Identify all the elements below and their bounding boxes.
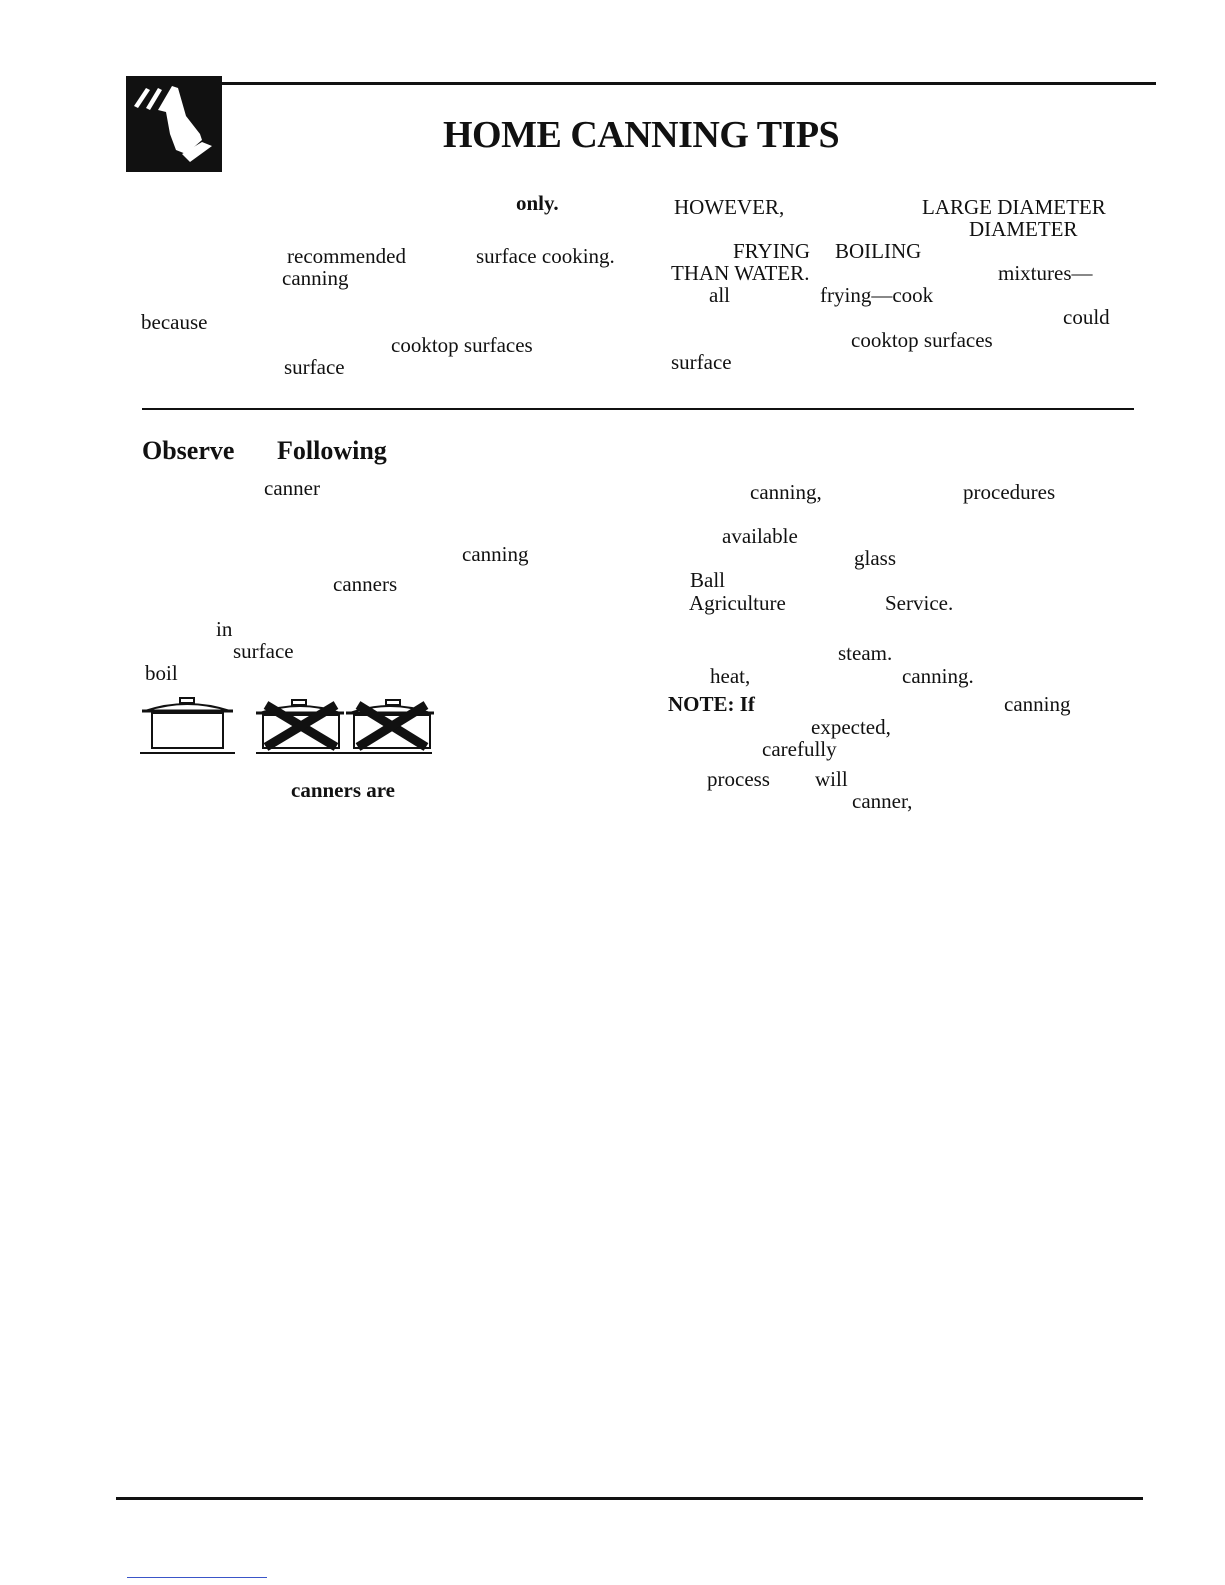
footer-rule	[116, 1497, 1143, 1500]
intro-word: because	[141, 310, 208, 334]
intro-word: could	[1063, 305, 1110, 329]
intro-word: surface	[671, 350, 732, 374]
section-word: canners	[333, 572, 398, 596]
section-word: canning.	[902, 664, 974, 688]
hand-pointing-icon	[126, 76, 222, 172]
intro-word: all	[709, 283, 730, 307]
section-word: canning	[1004, 692, 1071, 716]
pot-overhang-wrong-icon	[256, 700, 350, 753]
section-word: canning	[462, 542, 529, 566]
section-word: carefully	[762, 737, 837, 761]
section-word: process	[707, 767, 770, 791]
intro-word: surface cooking.	[476, 244, 615, 268]
section-word: surface	[233, 639, 294, 663]
intro-word: HOWEVER,	[674, 195, 785, 219]
intro-word: BOILING	[835, 239, 922, 263]
section-word: expected,	[811, 715, 891, 739]
section-word: steam.	[838, 641, 893, 665]
section-word: will	[815, 767, 848, 791]
section-word: boil	[145, 661, 178, 685]
section-word: NOTE: If	[668, 692, 755, 716]
section-word: available	[722, 524, 798, 548]
intro-word: only.	[516, 191, 559, 215]
section-word: canner	[264, 476, 320, 500]
pot-correct-icon	[140, 698, 235, 753]
canner-illustration	[140, 695, 440, 764]
intro-word: surface	[284, 355, 345, 379]
intro-word: FRYING	[733, 239, 811, 263]
section-word: heat,	[710, 664, 751, 688]
section-word: canning,	[750, 480, 822, 504]
intro-word: cooktop surfaces	[391, 333, 533, 357]
section-divider	[142, 408, 1134, 410]
footer-link-underline[interactable]	[127, 1577, 267, 1578]
intro-word: mixtures—	[998, 261, 1093, 285]
section-heading-word: Following	[277, 436, 387, 465]
section-heading-word: Observe	[142, 436, 235, 465]
section-word: glass	[854, 546, 896, 570]
intro-word: canning	[282, 266, 349, 290]
intro-word: frying—cook	[820, 283, 934, 307]
section-word: procedures	[963, 480, 1056, 504]
page-title: HOME CANNING TIPS	[443, 114, 840, 156]
section-word: Ball	[690, 568, 725, 592]
section-word: in	[216, 617, 233, 641]
intro-word: LARGE DIAMETER	[922, 195, 1106, 219]
section-word: Agriculture	[689, 591, 786, 615]
section-word: canner,	[852, 789, 913, 813]
intro-word: THAN WATER.	[671, 261, 810, 285]
section-word: canners are	[291, 778, 396, 802]
pot-offcenter-wrong-icon	[346, 700, 434, 753]
intro-word: cooktop surfaces	[851, 328, 993, 352]
intro-word: DIAMETER	[969, 217, 1078, 241]
intro-word: recommended	[287, 244, 406, 268]
section-word: Service.	[885, 591, 954, 615]
header-rule	[126, 82, 1156, 85]
